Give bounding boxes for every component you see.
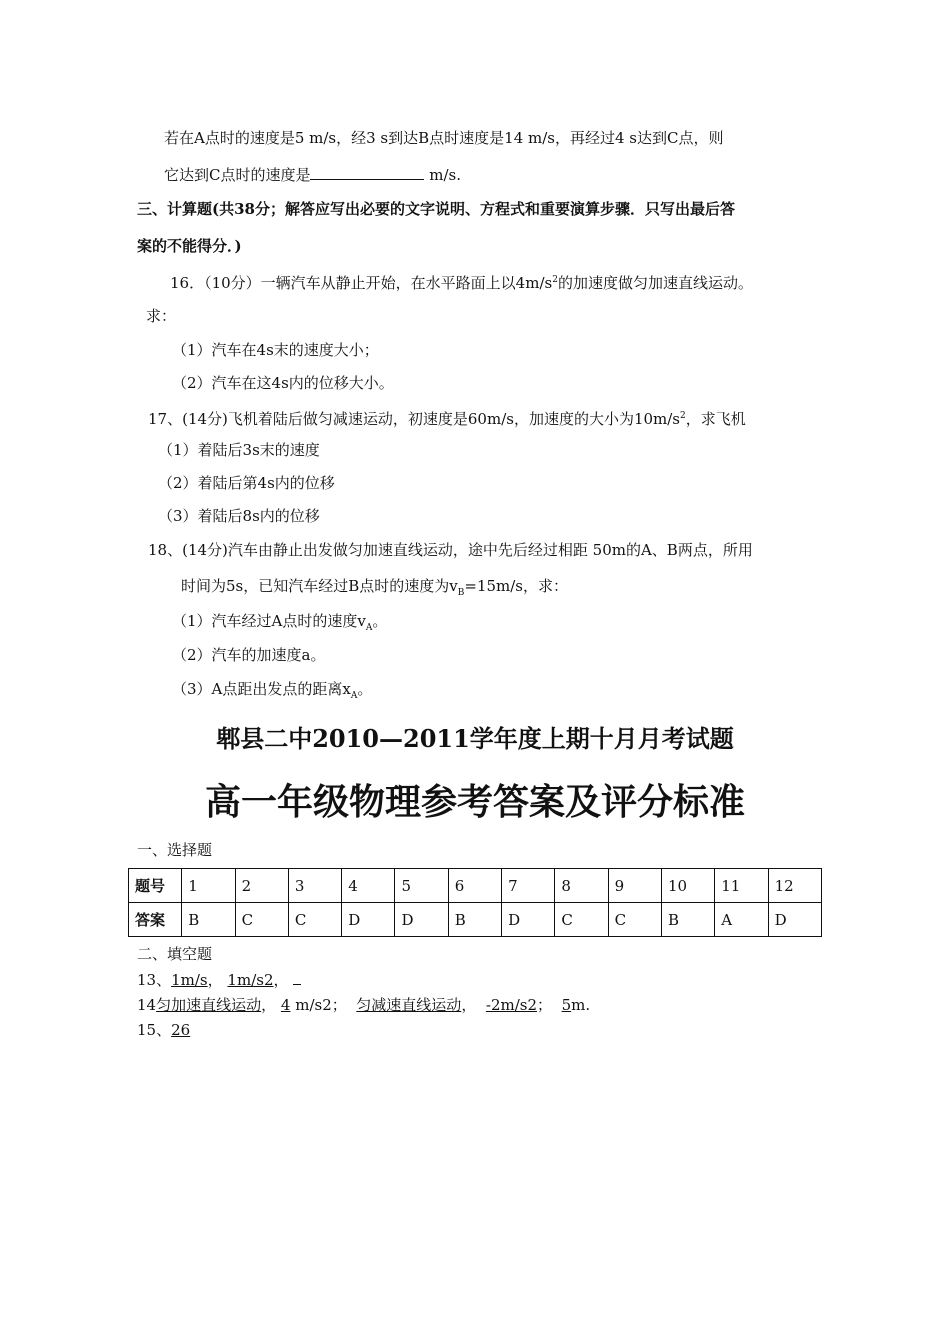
q18-sub1-sub: A (365, 623, 373, 633)
q16-text-end: 的加速度做匀加速直线运动。 (557, 274, 753, 292)
answer-cell: C (288, 903, 341, 937)
answer-15-value: 26 (171, 1021, 191, 1039)
answer-cell: D (395, 903, 448, 937)
q17-sub3: （3）着陆后8s内的位移 (158, 507, 320, 525)
q15-line2 (164, 165, 461, 185)
question-number: 10 (661, 869, 714, 903)
q18-sub1 (172, 611, 387, 638)
q18-line2-sub: B (457, 588, 465, 598)
q17-text-end: ，求飞机 (685, 410, 746, 428)
question-number: 6 (448, 869, 501, 903)
table-header-label: 题号 (129, 869, 182, 903)
answer-15 (137, 1020, 190, 1040)
question-number: 4 (342, 869, 395, 903)
q18-sub3-text: （3）A点距出发点的距离x (172, 680, 351, 698)
q18-line2-text: 时间为5s，已知汽车经过B点时的速度为v (181, 577, 458, 595)
answer-cell: C (555, 903, 608, 937)
answer-14-value2: 4 (280, 996, 291, 1014)
choice-answer-table (128, 868, 822, 937)
answer-14 (137, 995, 590, 1015)
answer-cell: D (502, 903, 555, 937)
answer-13-value1: 1m/s (171, 971, 208, 989)
q15-line2-prefix: 它达到C点时的速度是 (164, 166, 311, 184)
question-number: 5 (395, 869, 448, 903)
answer-14-value5: 5 (561, 996, 572, 1014)
answer-14-comma1: ， (261, 996, 277, 1014)
section1-heading: 一、选择题 (137, 841, 213, 859)
section2-heading: 二、填空题 (137, 945, 213, 963)
q18-line2-end: =15m/s，求： (464, 577, 569, 595)
q15-answer-blank (310, 165, 424, 180)
q18-sub3-sub: A (350, 691, 358, 701)
q17-sub1: （1）着陆后3s末的速度 (158, 441, 320, 459)
q16-text: 16．（10分）一辆汽车从静止开始，在水平路面上以4m/s (170, 274, 553, 292)
answer-cell: B (448, 903, 501, 937)
answer-14-value3: 匀减速直线运动 (356, 996, 462, 1014)
answer-key-title: 郫县二中2010—2011学年度上期十月月考试题 (216, 724, 734, 753)
question-number: 11 (715, 869, 768, 903)
answer-14-label: 14 (137, 996, 157, 1014)
section3-heading-line2: 案的不能得分．) (137, 237, 242, 255)
q18-sub1-text: （1）汽车经过A点时的速度v (172, 612, 366, 630)
answer-cell: D (768, 903, 821, 937)
q18-sub1-end: 。 (372, 612, 388, 630)
answer-14-comma3: ， (461, 996, 477, 1014)
q15-line1: 若在A点时的速度是5 m/s，经3 s到达B点时速度是14 m/s，再经过4 s达到C点，则 (164, 129, 724, 147)
answer-cell: B (182, 903, 235, 937)
q17-line1 (148, 406, 746, 429)
q18-sub3-end: 。 (357, 680, 373, 698)
q16-sub2: （2）汽车在这4s内的位移大小。 (172, 374, 394, 392)
q16-line2: 求： (146, 307, 177, 325)
question-number: 12 (768, 869, 821, 903)
question-number: 1 (182, 869, 235, 903)
answer-cell: A (715, 903, 768, 937)
table-row-numbers (129, 869, 822, 903)
q17-sub2: （2）着陆后第4s内的位移 (158, 474, 335, 492)
q17-text: 17、(14分)飞机着陆后做匀减速运动，初速度是60m/s，加速度的大小为10m/s (148, 410, 681, 428)
question-number: 7 (502, 869, 555, 903)
q15-line2-suffix: m/s. (424, 166, 461, 184)
table-row-answers (129, 903, 822, 937)
answer-15-label: 15、 (137, 1021, 172, 1039)
q18-line1: 18、(14分)汽车由静止出发做匀加速直线运动，途中先后经过相距 50m的A、B两点，所用 (148, 541, 753, 559)
q18-line2 (181, 576, 568, 603)
section3-heading-line1: 三、计算题(共38分；解答应写出必要的文字说明、方程式和重要演算步骤．只写出最后答 (137, 200, 735, 218)
answer-13-label: 13、 (137, 971, 172, 989)
answer-13-sep: ， (207, 971, 223, 989)
answer-14-value4: -2m/s2 (485, 996, 538, 1014)
question-number: 2 (235, 869, 288, 903)
answer-13-value2: 1m/s2 (227, 971, 274, 989)
question-number: 9 (608, 869, 661, 903)
q16-sub1: （1）汽车在4s末的速度大小； (172, 341, 379, 359)
q18-sub2: （2）汽车的加速度a。 (172, 646, 326, 664)
answer-cell: D (342, 903, 395, 937)
q16-sup: 2 (552, 275, 558, 285)
answer-cell: B (661, 903, 714, 937)
answer-13-blank (293, 970, 301, 985)
answer-cell: C (608, 903, 661, 937)
answer-13 (137, 970, 301, 990)
q18-sub3 (172, 679, 372, 706)
question-number: 3 (288, 869, 341, 903)
answer-key-subtitle: 高一年级物理参考答案及评分标准 (204, 781, 745, 823)
answer-14-value1: 匀加速直线运动 (156, 996, 262, 1014)
answer-13-end: ， (273, 971, 289, 989)
answer-cell: C (235, 903, 288, 937)
question-number: 8 (555, 869, 608, 903)
answer-14-unit5: m. (571, 996, 591, 1014)
q16-line1 (170, 270, 753, 293)
q17-sup: 2 (680, 411, 686, 421)
answer-14-comma4: ； (537, 996, 553, 1014)
table-answer-label: 答案 (129, 903, 182, 937)
answer-14-unit2: m/s2； (290, 996, 347, 1014)
